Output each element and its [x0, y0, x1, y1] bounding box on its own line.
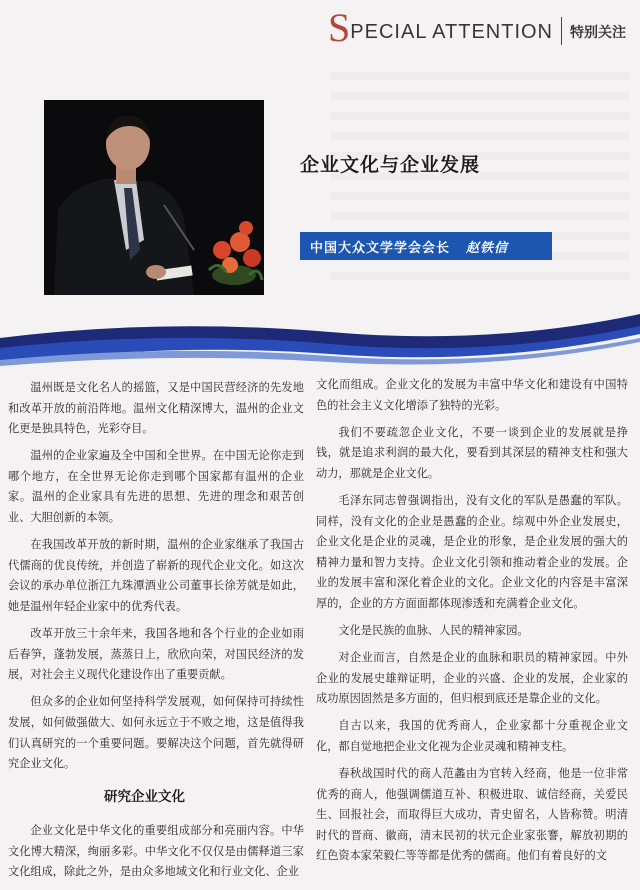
header-divider — [561, 17, 562, 45]
paragraph: 毛泽东同志曾强调指出，没有文化的军队是愚蠢的军队。同样，没有文化的企业是愚蠢的企业。综观中外企业发展史，企业文化是企业的灵魂，是企业的形象，是企业发展的强大的精神力量和智力支持。企业文化引领和推动着企业的发展。企业的发展丰富和深化着企业的文化。企业文化的内容是丰富深厚的，企业的方方面面都体现渗透和充满着企业文化。 — [316, 493, 628, 610]
header-english: PECIAL ATTENTION — [350, 20, 553, 43]
header-initial: S — [328, 5, 351, 50]
header-chinese: 特别关注 — [570, 25, 626, 41]
right-column — [316, 375, 628, 874]
decorative-wave-band — [0, 300, 640, 380]
author-banner — [300, 232, 552, 260]
section-header — [328, 5, 626, 50]
paragraph: 对企业而言，自然是企业的血脉和职员的精神家园。中外企业的发展史雄辩证明，企业的兴盛、企业的发展，企业家的成功原因固然是多方面的，但归根到底还是靠企业的文化。 — [316, 651, 628, 706]
section-subheading: 研究企业文化 — [104, 788, 185, 805]
paragraph: 文化而组成。企业文化的发展为丰富中华文化和建设有中国特色的社会主义文化增添了独特的光彩。 — [316, 378, 628, 412]
paragraph: 企业文化是中华文化的重要组成部分和亮丽内容。中华文化博大精深，绚丽多彩。中华文化不仅仅是由儒释道三家文化组成，除此之外，是由众多地域文化和行业文化、企业 — [8, 824, 304, 879]
paragraph: 温州既是文化名人的摇篮，又是中国民营经济的先发地和改革开放的前沿阵地。温州文化精深博大，温州的企业文化更是独具特色，光彩夺目。 — [8, 381, 304, 436]
article-title: 企业文化与企业发展 — [300, 154, 481, 176]
man-speaking-at-podium-icon — [44, 100, 264, 295]
paragraph: 自古以来，我国的优秀商人，企业家都十分重视企业文化，都自觉地把企业文化视为企业灵魂和精神支柱。 — [316, 719, 628, 753]
left-column — [8, 378, 304, 890]
paragraph: 文化是民族的血脉、人民的精神家园。 — [338, 624, 529, 638]
paragraph: 温州的企业家遍及全中国和全世界。在中国无论你走到哪个地方，在全世界无论你走到哪个国家都有温州的企业家。温州的企业家具有先进的思想、先进的理念和艰苦创业、大胆创新的本领。 — [8, 449, 304, 525]
paragraph: 但众多的企业如何坚持科学发展观，如何保持可持续性发展，如何做强做大、如何永远立于不败之地，这是值得我们认真研究的一个重要问题。要解决这个问题，首先就得研究企业文化。 — [8, 695, 304, 771]
paragraph: 我们不要疏忽企业文化，不要一谈到企业的发展就是挣钱，就是追求利润的最大化，要看到其深层的精神支柱和强大动力，那就是企业文化。 — [316, 425, 628, 480]
paragraph: 春秋战国时代的商人范蠡由为官转入经商，他是一位非常优秀的商人，他强调儒道互补、积极进取、诚信经商，关爱民生、回报社会，而取得巨大成功，青史留名，人皆称赞。明清时代的晋商、徽商，清末民初的状元企业家张謇，解放初期的红色资本家荣毅仁等等都是优秀的儒商。他们有着良好的文 — [316, 767, 628, 863]
speaker-photo — [44, 100, 264, 295]
author-name: 赵铁信 — [466, 240, 509, 256]
paragraph: 改革开放三十余年来，我国各地和各个行业的企业如雨后春笋，蓬勃发展，蒸蒸日上，欣欣向荣，对国民经济的发展，对社会主义现代化建设作出了重要贡献。 — [8, 627, 304, 682]
author-role: 中国大众文学学会会长 — [310, 240, 451, 256]
paragraph: 在我国改革开放的新时期，温州的企业家继承了我国古代儒商的优良传统，并创造了崭新的现代企业文化。如这次会议的承办单位浙江九珠潭酒业公司董事长徐芳就是如此，她是温州年轻企业家中的优秀代表。 — [8, 538, 304, 613]
